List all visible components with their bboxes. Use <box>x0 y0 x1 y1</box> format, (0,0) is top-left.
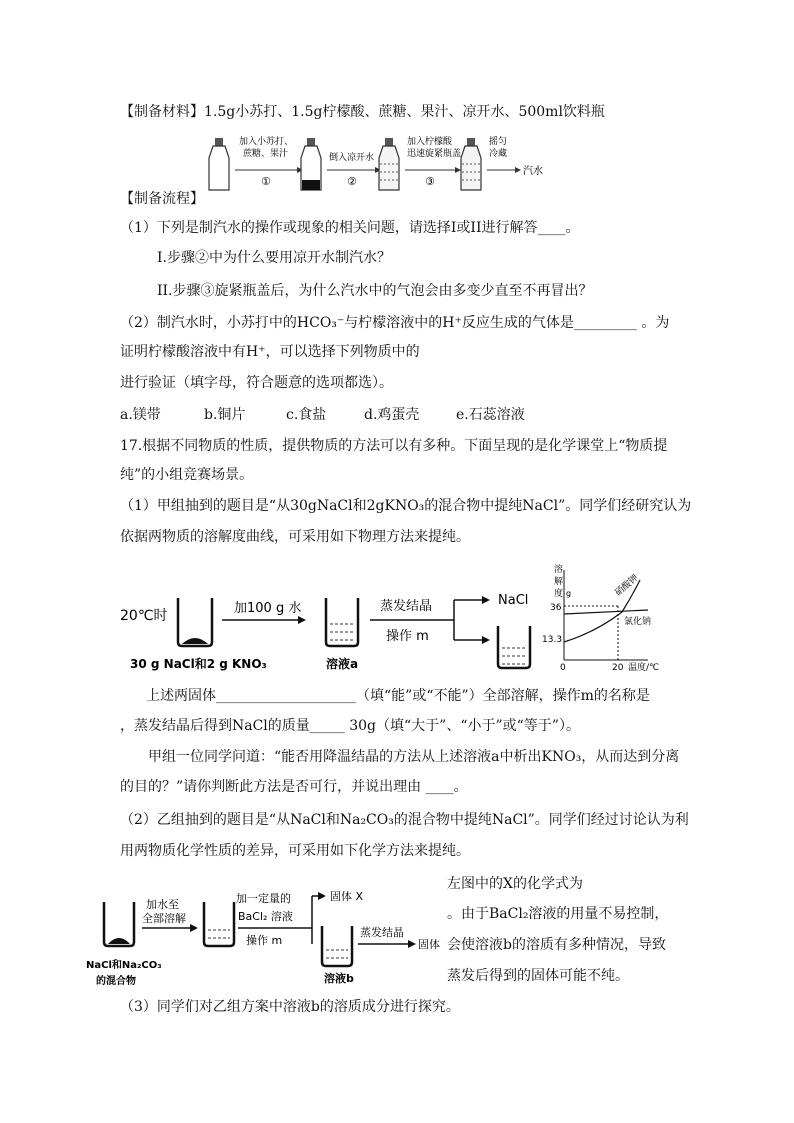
bottle-2 <box>301 138 321 190</box>
q17-1-line1: （1）甲组抽到的题目是“从30gNaCl和2gKNO₃的混合物中提纯NaCl”。同学们经研究认为 <box>120 498 692 514</box>
q2-line3: 进行验证（填字母，符合题意的选项都选）。 <box>120 375 393 391</box>
graph-xlabel: 温度/℃ <box>628 663 660 673</box>
q2-option-a: a.镁带 <box>120 407 161 423</box>
graph-ylabel-2: 解 <box>554 577 564 587</box>
curve-kno3-label: 硝酸钾 <box>613 573 641 599</box>
bottle-4 <box>461 138 481 190</box>
q17-3-line: （3）同学们对乙组方案中溶液b的溶质成分进行探究。 <box>120 999 460 1015</box>
graph-ylabel-1: 溶 <box>554 565 564 575</box>
flow-label-1b: 蔗糖、果汁 <box>243 149 289 159</box>
beaker-2 <box>326 598 358 646</box>
step-2: ② <box>347 175 357 188</box>
soda-flow-figure <box>205 130 550 198</box>
tick-20: 20 <box>612 663 624 673</box>
flow-label-1a: 加入小苏打、 <box>239 137 294 147</box>
fig3-mixture-2: 的混合物 <box>96 976 136 987</box>
beaker-c <box>322 926 352 966</box>
flow-label-4b: 冷藏 <box>489 149 508 159</box>
beaker-1 <box>178 598 212 646</box>
q17-1-line2: 依据两物质的溶解度曲线，可采用如下物理方法来提纯。 <box>120 529 470 545</box>
beaker-b <box>204 902 234 946</box>
fig2-mixture: 30 g NaCl和2 g KNO₃ <box>130 657 267 671</box>
q17-2-line1: （2）乙组抽到的题目是“从NaCl和Na₂CO₃的混合物中提纯NaCl”。同学们经过讨论认为利 <box>120 812 689 828</box>
graph-ylabel-3: 度 <box>554 589 564 599</box>
q2-option-b: b.铜片 <box>204 407 246 423</box>
fig3-solution-b: 溶液b <box>324 972 354 985</box>
tick-13-3: 13.3 <box>542 635 563 645</box>
flow-label-3b: 迅速旋紧瓶盖 <box>407 149 462 159</box>
solubility-graph <box>542 563 659 673</box>
fig2-evaporate: 蒸发结晶 <box>380 599 433 614</box>
q2-option-c: c.食盐 <box>286 407 327 423</box>
q1-option-II: II.步骤③旋紧瓶盖后，为什么汽水中的气泡会由多变少直至不再冒出？ <box>157 283 593 299</box>
q17-1-line5: 甲组一位同学问道：“能否用降温结晶的方法从上述溶液a中析出KNO₃，从而达到分离 <box>148 749 680 765</box>
physical-method-figure <box>118 560 678 675</box>
side-text-3: 会使溶液b的溶质有多种情况，导致 <box>447 937 666 953</box>
nacl-curve <box>564 610 648 614</box>
fig2-operation: 操作 m <box>386 629 429 644</box>
fig2-nacl: NaCl <box>498 593 529 608</box>
fig3-solid: 固体 <box>418 938 440 951</box>
fig2-add-water: 加100 g 水 <box>234 601 302 616</box>
tick-0: 0 <box>560 663 566 673</box>
side-text-2: 。由于BaCl₂溶液的用量不易控制， <box>447 906 669 922</box>
flow-label-4a: 摇匀 <box>489 137 508 147</box>
beaker-3 <box>498 626 530 668</box>
bottle-3 <box>379 138 399 190</box>
flow-label-3a: 加入柠檬酸 <box>407 137 453 147</box>
q2-line1: （2）制汽水时，小苏打中的HCO₃⁻与柠檬溶液中的H⁺反应生成的气体是_________ 。为 <box>120 315 670 331</box>
chemical-method-figure <box>86 876 440 994</box>
q2-option-d: d.鸡蛋壳 <box>364 407 420 423</box>
fig3-evaporate: 蒸发结晶 <box>360 926 404 939</box>
flow-heading: 【制备流程】 <box>120 191 204 207</box>
fig3-mixture-1: NaCl和Na₂CO₃ <box>86 960 162 971</box>
step-3: ③ <box>425 175 435 188</box>
beaker-a <box>104 902 134 946</box>
q2-option-e: e.石蕊溶液 <box>456 407 525 423</box>
q17-1-line4: ，蒸发结晶后得到NaCl的质量_____ 30g（填“大于”、“小于”或“等于”）。 <box>120 718 580 734</box>
q17-line1: 17.根据不同物质的性质，提供物质的方法可以有多种。下面呈现的是化学课堂上“物质提 <box>120 438 668 454</box>
q17-1-line3: 上述两固体____________________（填“能”或“不能”）全部溶解，操作m的名称是 <box>146 688 650 704</box>
q17-line2: 纯”的小组竞赛场景。 <box>120 467 254 483</box>
curve-nacl-label: 氯化钠 <box>624 617 652 627</box>
tick-36: 36 <box>550 603 562 613</box>
fig3-add-bacl2-1: 加一定量的 <box>236 892 291 905</box>
flow-product: 汽水 <box>523 166 543 177</box>
graph-yunit: g <box>566 589 572 598</box>
flow-label-2: 倒入凉开水 <box>329 153 375 163</box>
q1-line: （1）下列是制汽水的操作或现象的相关问题，请选择I或II进行解答____。 <box>120 220 580 236</box>
fig3-operation: 操作 m <box>246 934 283 947</box>
bottle-1 <box>209 138 229 190</box>
fig3-add-bacl2-2: BaCl₂ 溶液 <box>238 910 293 923</box>
fig3-solid-x: 固体 X <box>330 890 364 903</box>
q2-line2: 证明柠檬酸溶液中有H⁺，可以选择下列物质中的 <box>120 344 420 360</box>
materials-line: 【制备材料】1.5g小苏打、1.5g柠檬酸、蔗糖、果汁、凉开水、500ml饮料瓶 <box>120 104 605 120</box>
q17-2-line2: 用两物质化学性质的差异，可采用如下化学方法来提纯。 <box>120 843 470 859</box>
fig3-add-water-1: 加水至 <box>146 898 179 911</box>
q17-1-line6: 的目的？”请你判断此方法是否可行，并说出理由 ____。 <box>120 779 468 795</box>
fig2-solution-a: 溶液a <box>326 657 359 671</box>
step-1: ① <box>261 175 271 188</box>
fig2-temp: 20℃时 <box>120 608 168 624</box>
side-text-4: 蒸发后得到的固体可能不纯。 <box>447 968 629 984</box>
side-text-1: 左图中的X的化学式为 <box>447 876 583 892</box>
fig3-add-water-2: 全部溶解 <box>142 912 186 925</box>
q1-option-I: I.步骤②中为什么要用凉开水制汽水？ <box>157 250 391 266</box>
